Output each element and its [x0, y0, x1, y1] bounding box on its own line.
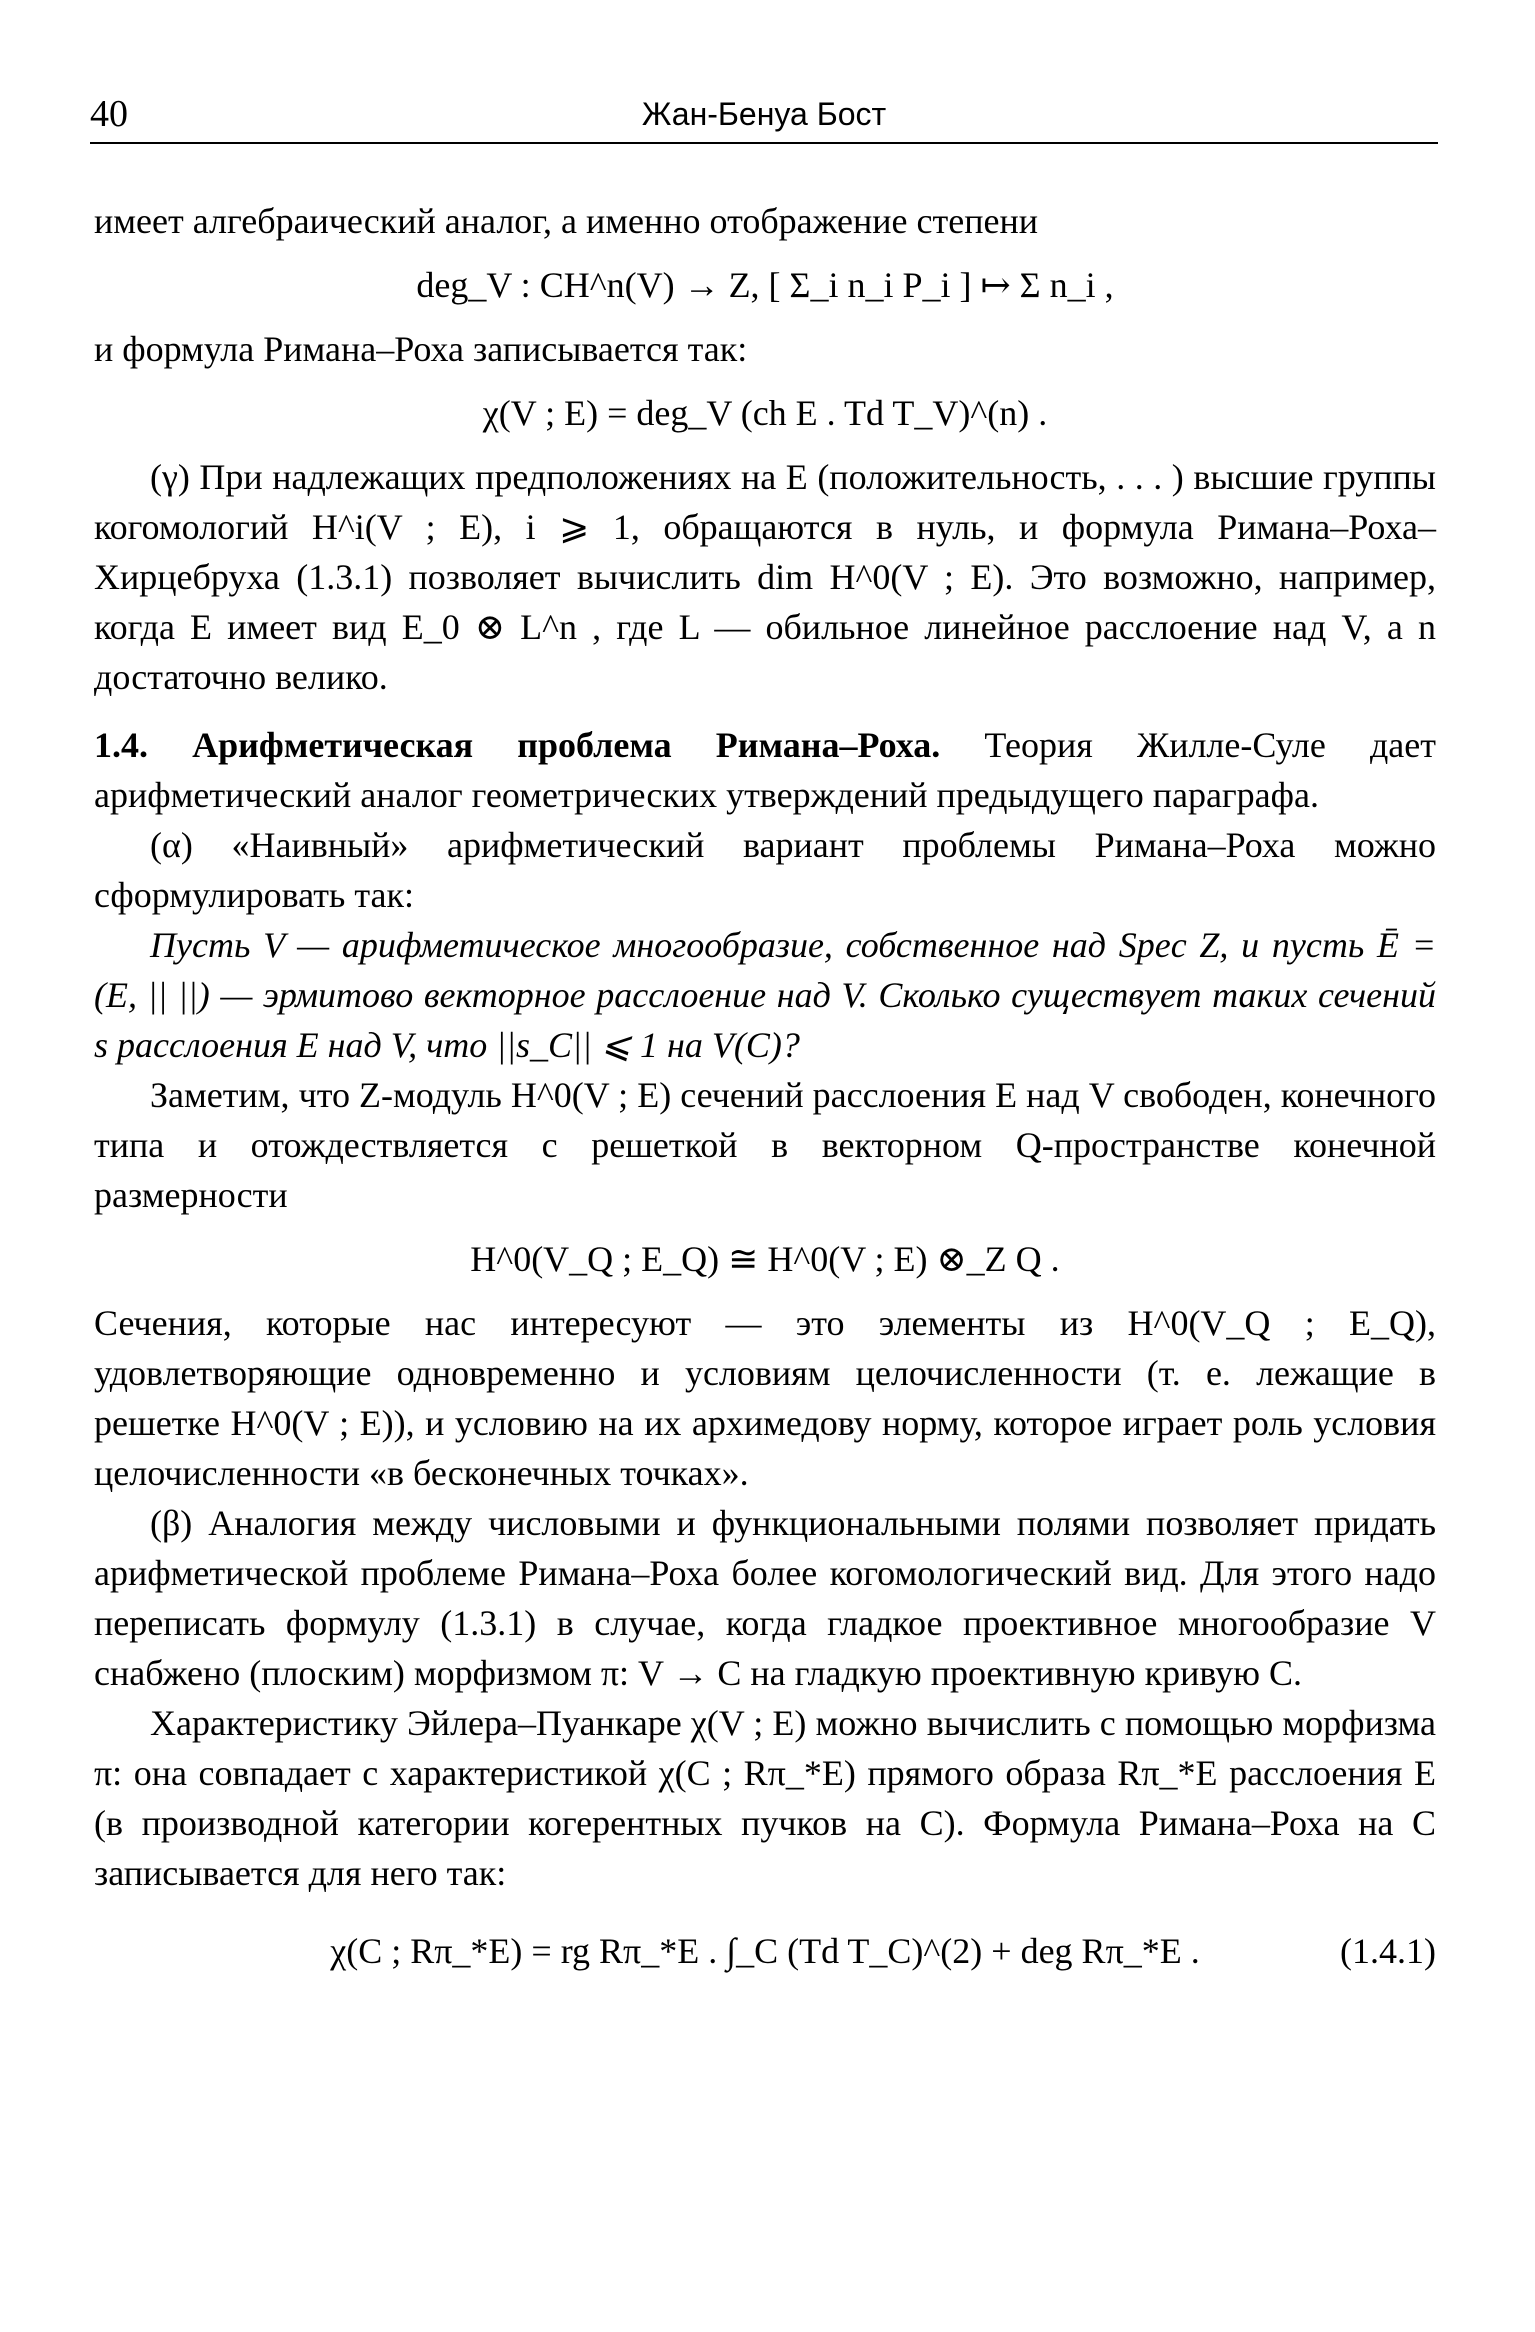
paragraph-lattice: Заметим, что Z-модуль H^0(V ; E) сечений расслоения E над V свободен, конечного типа и отождествляется с решеткой в векторном Q-пространстве конечной размерности — [94, 1075, 1436, 1215]
page-header — [90, 92, 1438, 144]
paragraph-sections: Сечения, которые нас интересуют — это элементы из H^0(V_Q ; E_Q), удовлетворяющие одновременно и условиям целочисленности (т. е. лежащие в решетке H^0(V ; E)), и условию на их архимедову норму, которое играет роль условия целочисленности «в бесконечных точках». — [94, 1303, 1436, 1493]
equation-h0-tensor: H^0(V_Q ; E_Q) ≅ H^0(V ; E) ⊗_Z Q . — [470, 1239, 1060, 1279]
paragraph-naive-problem: Пусть V — арифметическое многообразие, собственное над Spec Z, и пусть Ē = (E, || ||) — эрмитово векторное расслоение над V. Сколько существует таких сечений s расслоения E над V, что ||s_C|| ⩽ 1 на V(C)? — [94, 925, 1436, 1065]
section-1-4 — [94, 720, 1436, 820]
equation-1-4-1-row — [94, 1908, 1436, 1994]
paragraph-degree-intro: имеет алгебраический аналог, а именно отображение степени — [94, 201, 1038, 241]
equation-1-4-1: χ(C ; Rπ_*E) = rg Rπ_*E . ∫_C (Td T_C)^(2) + deg Rπ_*E . — [330, 1931, 1200, 1971]
equation-degree-map: deg_V : CH^n(V) → Z, [ Σ_i n_i P_i ] ↦ Σ n_i , — [416, 265, 1114, 305]
paragraph-euler-poincare: Характеристику Эйлера–Пуанкаре χ(V ; E) можно вычислить с помощью морфизма π: она совпадает с характеристикой χ(C ; Rπ_*E) прямого образа Rπ_*E расслоения E (в производной категории когерентных пучков на C). Формула Римана–Роха на C записывается для него так: — [94, 1703, 1436, 1893]
paragraph-beta: (β) Аналогия между числовыми и функциональными полями позволяет придать арифметической проблеме Римана–Роха более когомологический вид. Для этого надо переписать формулу (1.3.1) в случае, когда гладкое проективное многообразие V снабжено (плоским) морфизмом π: V → C на гладкую проективную кривую C. — [94, 1503, 1436, 1693]
equation-number: (1.4.1) — [1340, 1931, 1436, 1971]
section-heading: 1.4. Арифметическая проблема Римана–Роха. — [94, 725, 941, 765]
page-number: 40 — [90, 93, 128, 135]
paragraph-gamma: (γ) При надлежащих предположениях на E (положительность, . . . ) высшие группы когомологий H^i(V ; E), i ⩾ 1, обращаются в нуль, и формула Римана–Роха–Хирцебруха (1.3.1) позволяет вычислить dim H^0(V ; E). Это возможно, например, когда E имеет вид E_0 ⊗ L^n , где L — обильное линейное расслоение над V, а n достаточно велико. — [94, 457, 1436, 697]
page-body — [94, 196, 1436, 2004]
paragraph-rr-intro: и формула Римана–Роха записывается так: — [94, 329, 748, 369]
paragraph-alpha: (α) «Наивный» арифметический вариант проблемы Римана–Роха можно сформулировать так: — [94, 825, 1436, 915]
equation-riemann-roch: χ(V ; E) = deg_V (ch E . Td T_V)^(n) . — [482, 393, 1048, 433]
running-title: Жан-Бенуа Бост — [641, 96, 887, 132]
section-intro-text: Теория Жилле-Суле дает арифметический аналог геометрических утверждений предыдущего параграфа. — [94, 725, 1436, 815]
